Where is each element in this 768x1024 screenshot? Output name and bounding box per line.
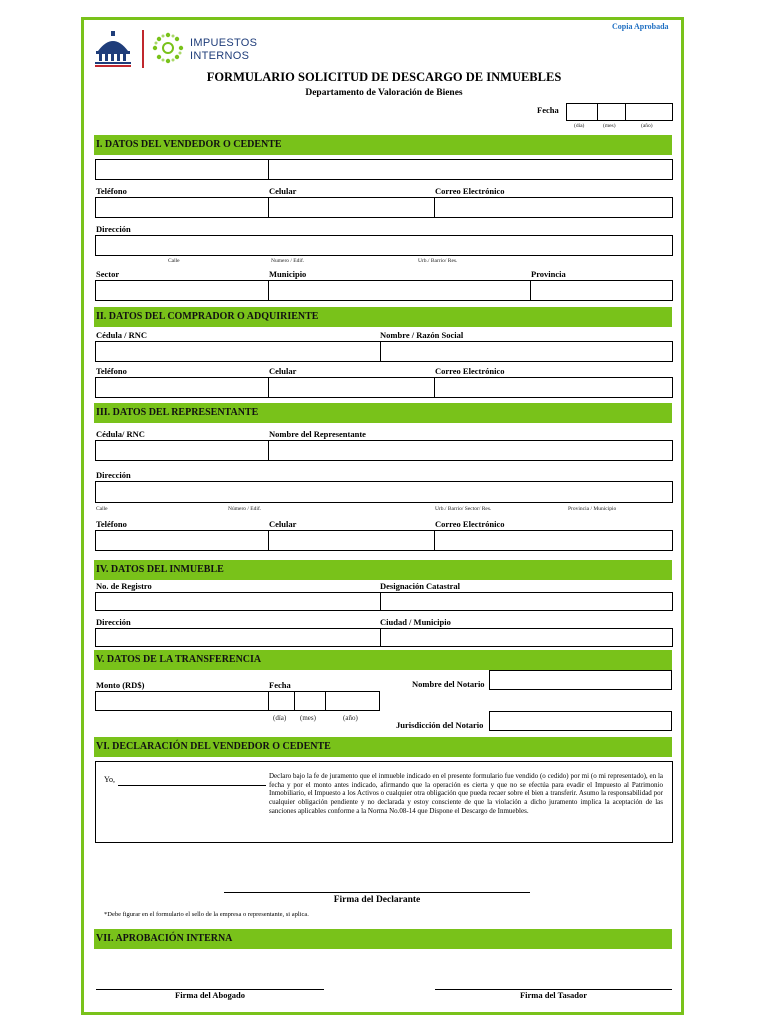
section-4-header: IV. DATOS DEL INMUEBLE — [94, 560, 672, 580]
s5-anio-hint: (año) — [343, 714, 358, 722]
s1-numero-hint: Numero / Edif. — [271, 258, 305, 264]
section-5-header: V. DATOS DE LA TRANSFERENCIA — [94, 650, 672, 670]
s3-telefono-label: Teléfono — [96, 519, 127, 529]
date-part-month: (mes) — [603, 123, 616, 129]
s4-registro-fields[interactable] — [95, 592, 673, 611]
header-date-field[interactable] — [566, 103, 673, 121]
s5-monto-label: Monto (RD$) — [96, 680, 145, 690]
s2-nombre-label: Nombre / Razón Social — [380, 330, 464, 340]
s3-contact-fields[interactable] — [95, 530, 673, 551]
s3-id-fields[interactable] — [95, 440, 673, 461]
s1-calle-hint: Calle — [168, 258, 180, 264]
s2-correo-label: Correo Electrónico — [435, 366, 505, 376]
section-3-header: III. DATOS DEL REPRESENTANTE — [94, 403, 672, 423]
declarante-signature-line[interactable] — [224, 892, 530, 893]
section-1-header: I. DATOS DEL VENDEDOR O CEDENTE — [94, 135, 672, 155]
copy-label: Copia Aprobada — [612, 22, 669, 31]
firma-tasador-label: Firma del Tasador — [519, 990, 588, 1000]
s3-calle-hint: Calle — [96, 506, 108, 512]
brand-line-1: IMPUESTOS — [190, 37, 258, 49]
s3-direccion-field[interactable] — [95, 481, 673, 503]
s3-urb-hint: Urb./ Barrio/ Sector/ Res. — [435, 506, 492, 512]
section-2-header: II. DATOS DEL COMPRADOR O ADQUIRIENTE — [94, 307, 672, 327]
s5-notario-label: Nombre del Notario — [412, 679, 485, 689]
s4-address-fields[interactable] — [95, 628, 673, 647]
s1-direccion-label: Dirección — [96, 224, 131, 234]
s4-registro-label: No. de Registro — [96, 581, 152, 591]
s5-monto-fecha-fields[interactable] — [95, 691, 380, 711]
form-title: FORMULARIO SOLICITUD DE DESCARGO DE INMUEBLES — [206, 70, 562, 84]
s5-jurisdiccion-label: Jurisdicción del Notario — [396, 720, 484, 730]
fecha-label: Fecha — [537, 105, 559, 115]
brand-line-2: INTERNOS — [190, 50, 250, 62]
section-7-header: VII. APROBACIÓN INTERNA — [94, 929, 672, 949]
s1-correo-label: Correo Electrónico — [435, 186, 505, 196]
s2-celular-label: Celular — [269, 366, 297, 376]
s2-cedula-label: Cédula / RNC — [96, 330, 148, 340]
s2-id-fields[interactable] — [95, 341, 673, 362]
s1-sector-label: Sector — [96, 269, 120, 279]
s2-contact-fields[interactable] — [95, 377, 673, 398]
s5-mes-hint: (mes) — [300, 714, 316, 722]
s3-correo-label: Correo Electrónico — [435, 519, 505, 529]
sello-note: *Debe figurar en el formulario el sello de la empresa o representante, si aplica. — [104, 911, 309, 918]
sun-logo-icon — [152, 32, 184, 64]
logo-divider — [142, 30, 144, 68]
yo-name-line[interactable] — [118, 785, 266, 786]
form-subtitle: Departamento de Valoración de Bienes — [305, 88, 463, 98]
vendedor-name-field[interactable] — [95, 159, 673, 180]
s5-jurisdiccion-field[interactable] — [489, 711, 672, 731]
s1-contact-fields[interactable] — [95, 197, 673, 218]
s1-provincia-label: Provincia — [531, 269, 566, 279]
s3-numero-hint: Número / Edif. — [228, 506, 262, 512]
s2-telefono-label: Teléfono — [96, 366, 127, 376]
dome-logo-icon — [92, 29, 134, 67]
s1-telefono-label: Teléfono — [96, 186, 127, 196]
s4-catastral-label: Designación Catastral — [380, 581, 461, 591]
s3-celular-label: Celular — [269, 519, 297, 529]
s3-provincia-hint: Provincia / Municipio — [568, 506, 617, 512]
s1-direccion-field[interactable] — [95, 235, 673, 256]
s1-celular-label: Celular — [269, 186, 297, 196]
declaration-text: Declaro bajo la fe de juramento que el inmueble indicado en el presente formulario fue vendido (o cedido) por mi (o mi representado), en la fecha y por el monto antes indicado, afirmando que la operación es cierta y que no se efectúa para evadir el Impuesto al Patrimonio Inmobiliario, el Impuesto a los Activos o cualquier otra obligación que pueda recaer sobre el bien a transferir. Asumo la responsabilidad por cualquier obligación pendiente y no declarada y estoy consciente de que la violación a dicho juramento implica la aceptación de las sanciones aplicables conforme a la Norma No.08-14 que Dispone el Descargo de Inmuebles. — [269, 772, 663, 815]
date-part-day: (día) — [574, 123, 585, 129]
s3-cedula-label: Cédula/ RNC — [96, 429, 145, 439]
s1-location-fields[interactable] — [95, 280, 673, 301]
yo-label: Yo, — [104, 775, 115, 784]
firma-abogado-label: Firma del Abogado — [175, 990, 245, 1000]
section-6-header: VI. DECLARACIÓN DEL VENDEDOR O CEDENTE — [94, 737, 672, 757]
s5-notario-field[interactable] — [489, 670, 672, 690]
date-part-year: (año) — [641, 123, 653, 129]
s3-direccion-label: Dirección — [96, 470, 131, 480]
s4-direccion-label: Dirección — [96, 617, 131, 627]
s1-municipio-label: Municipio — [269, 269, 307, 279]
s5-fecha-label: Fecha — [269, 680, 291, 690]
firma-declarante-label: Firma del Declarante — [333, 895, 421, 905]
s1-urb-hint: Urb./ Barrio/ Res. — [418, 258, 458, 264]
s4-ciudad-label: Ciudad / Municipio — [380, 617, 451, 627]
s5-dia-hint: (día) — [273, 714, 287, 722]
s3-nombre-label: Nombre del Representante — [269, 429, 366, 439]
